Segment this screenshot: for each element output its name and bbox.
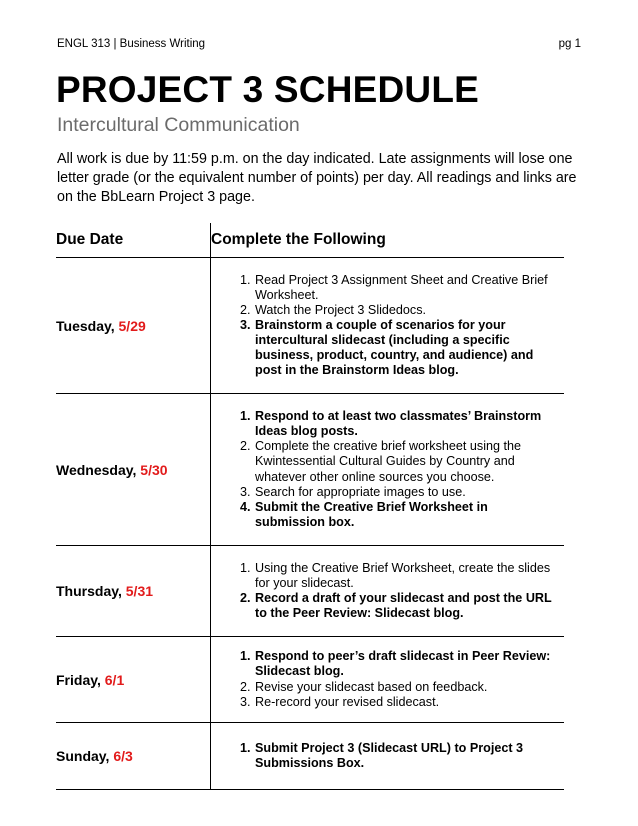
- date-label: 6/3: [113, 748, 133, 764]
- day-label: Sunday,: [56, 748, 114, 764]
- due-date-cell: [56, 546, 211, 637]
- page-number: pg 1: [558, 38, 581, 50]
- tasks-cell: [211, 723, 565, 790]
- task-item: 1. Submit Project 3 (Slidecast URL) to Project 3 Submissions Box.: [254, 741, 554, 771]
- date-label: 6/1: [104, 671, 125, 688]
- due-date-cell: [56, 394, 211, 546]
- due-date-cell: [56, 723, 211, 790]
- schedule-table: [56, 223, 564, 790]
- day-label: Thursday,: [56, 583, 126, 599]
- page-title: PROJECT 3 SCHEDULE: [56, 69, 480, 110]
- intro-paragraph: All work is due by 11:59 p.m. on the day indicated. Late assignments will lose one letter grade (or the equivalent number of points) per day. All readings and links are on the BbLearn Project 3 page.: [57, 151, 577, 205]
- table-row: [56, 546, 564, 637]
- task-item: 2. Record a draft of your slidecast and post the URL to the Peer Review: Slidecast blog.: [254, 591, 554, 621]
- task-item: 1. Respond to at least two classmates’ Brainstorm Ideas blog posts.: [254, 409, 554, 439]
- table-row: [56, 723, 564, 790]
- task-list: [211, 741, 564, 771]
- table-row: [56, 258, 564, 394]
- day-label: Wednesday,: [56, 461, 141, 478]
- tasks-cell: [211, 546, 565, 637]
- tasks-cell: [211, 394, 565, 546]
- day-label: Tuesday,: [56, 317, 119, 334]
- task-item: 3. Brainstorm a couple of scenarios for your intercultural slidecast (including a specific business, product, country, and audience) and post in the Brainstorm Ideas blog.: [254, 318, 554, 378]
- task-item: 3. Search for appropriate images to use.: [254, 485, 554, 500]
- table-header-row: [56, 223, 564, 258]
- task-list: [211, 649, 564, 709]
- task-item: 4. Submit the Creative Brief Worksheet in submission box.: [254, 500, 554, 530]
- table-row: [56, 637, 564, 723]
- date-label: 5/29: [118, 317, 146, 334]
- course-header: ENGL 313 | Business Writing: [57, 38, 206, 50]
- page-subtitle: Intercultural Communication: [57, 114, 300, 136]
- task-list: [211, 273, 564, 379]
- tasks-cell: [211, 637, 565, 723]
- day-label: Friday,: [56, 671, 105, 688]
- task-item: 2. Complete the creative brief worksheet using the Kwintessential Cultural Guides by Country and whatever other online sources you choose.: [254, 439, 554, 484]
- task-list: [211, 409, 564, 530]
- complete-header: Complete the Following: [211, 223, 565, 258]
- date-label: 5/31: [125, 583, 154, 599]
- task-item: 1. Respond to peer’s draft slidecast in Peer Review: Slidecast blog.: [254, 649, 554, 679]
- due-date-header: Due Date: [56, 223, 211, 258]
- task-list: [211, 561, 564, 621]
- task-item: 3. Re-record your revised slidecast.: [254, 695, 554, 710]
- due-date-cell: [56, 258, 211, 394]
- date-label: 5/30: [140, 461, 168, 478]
- task-item: 2. Watch the Project 3 Slidedocs.: [254, 303, 554, 318]
- tasks-cell: [211, 258, 565, 394]
- table-row: [56, 394, 564, 546]
- task-item: 1. Read Project 3 Assignment Sheet and Creative Brief Worksheet.: [254, 273, 554, 303]
- due-date-cell: [56, 637, 211, 723]
- task-item: 1. Using the Creative Brief Worksheet, create the slides for your slidecast.: [254, 561, 554, 591]
- task-item: 2. Revise your slidecast based on feedback.: [254, 680, 554, 695]
